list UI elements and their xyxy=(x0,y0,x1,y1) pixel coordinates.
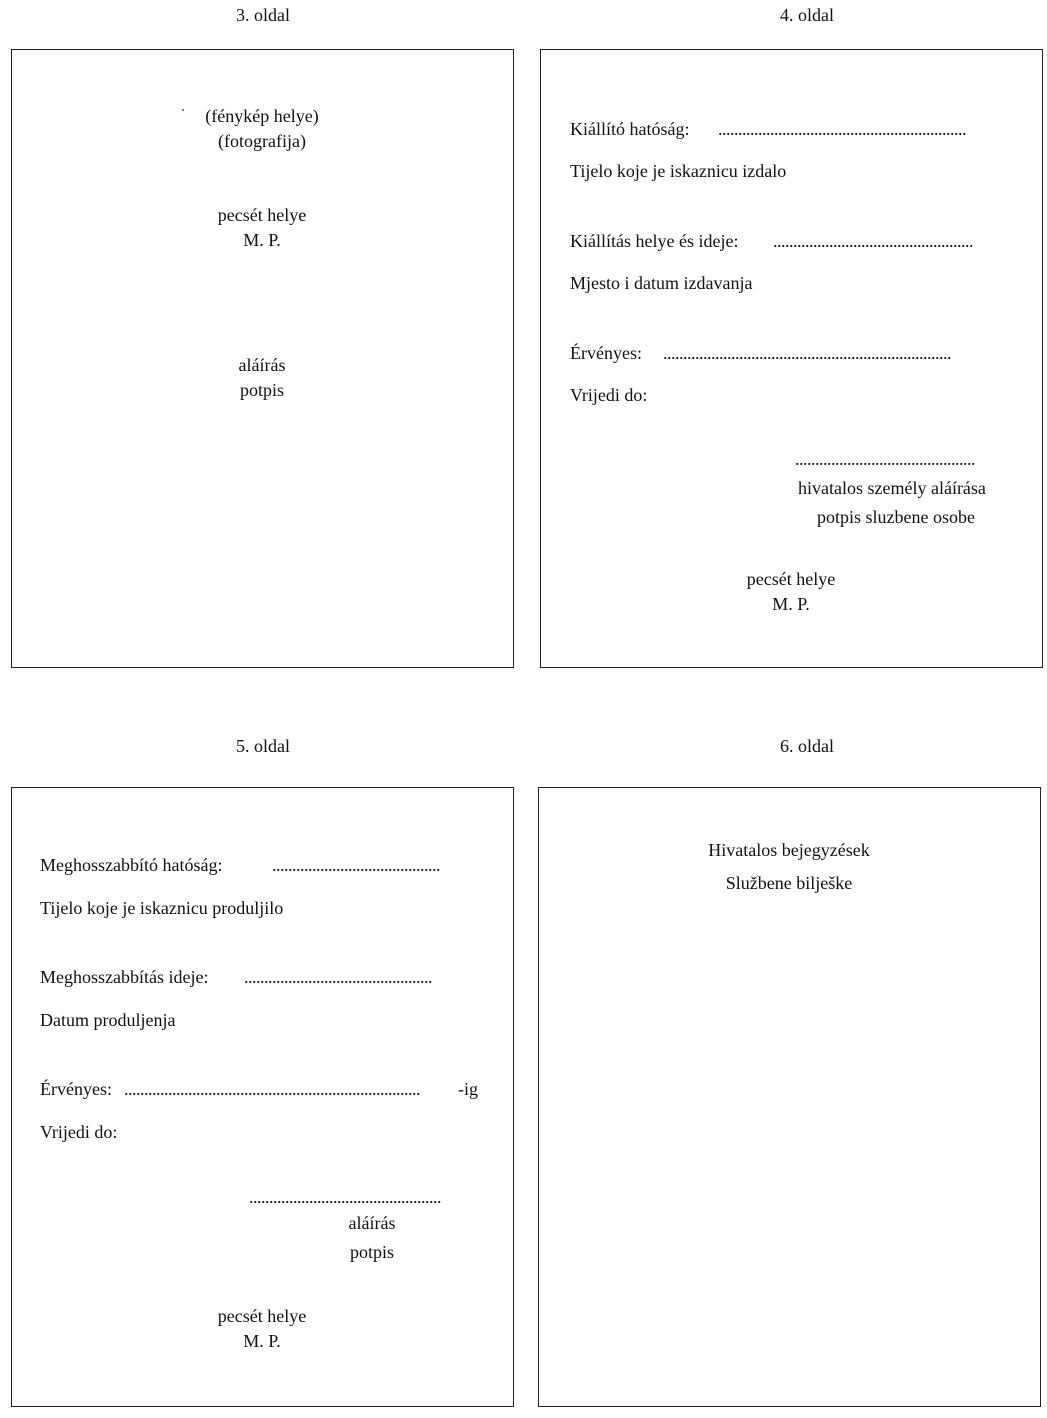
signature-label-hr: potpis xyxy=(349,1242,394,1262)
valid-label-hr: Vrijedi do: xyxy=(570,385,648,405)
valid-suffix: -ig xyxy=(458,1079,478,1099)
page-number-3: 3. oldal xyxy=(236,5,290,25)
page-number-6: 6. oldal xyxy=(780,736,834,756)
page-6-panel xyxy=(538,787,1041,1407)
signature-label-hu: aláírás xyxy=(238,355,286,375)
stamp-label-abbr: M. P. xyxy=(243,1331,281,1351)
extension-date-label-hu: Meghosszabbítás ideje: xyxy=(40,967,209,987)
stamp-label-hu: pecsét helye xyxy=(217,1306,307,1326)
authority-dots: .............................................................. xyxy=(718,119,966,139)
valid-label-hu: Érvényes: xyxy=(40,1079,112,1099)
extending-authority-dots: .......................................... xyxy=(272,855,440,875)
signature-label-hu: aláírás xyxy=(348,1213,396,1233)
official-signature-dots: ............................................. xyxy=(795,449,975,469)
signature-dots: ................................................ xyxy=(249,1187,441,1207)
place-date-dots: .................................................. xyxy=(773,231,973,251)
stamp-label-hu: pecsét helye xyxy=(746,569,836,589)
official-notes-label-hr: Službene bilješke xyxy=(725,873,853,893)
official-notes-label-hu: Hivatalos bejegyzések xyxy=(708,840,870,860)
photo-label-hu: (fénykép helye) xyxy=(205,106,319,126)
stamp-label-hu: pecsét helye xyxy=(217,205,307,225)
place-date-label-hu: Kiállítás helye és ideje: xyxy=(570,231,739,251)
official-signature-label-hu: hivatalos személy aláírása xyxy=(798,478,986,498)
page-3-panel xyxy=(11,49,514,668)
page-5-panel xyxy=(11,787,514,1407)
extending-authority-label-hr: Tijelo koje je iskaznicu produljilo xyxy=(40,898,284,918)
valid-dots: ........................................................................ xyxy=(663,343,951,363)
extending-authority-label-hu: Meghosszabbító hatóság: xyxy=(40,855,223,875)
official-signature-label-hr: potpis sluzbene osobe xyxy=(817,507,975,527)
authority-label-hu: Kiállító hatóság: xyxy=(570,119,690,139)
page-4-panel xyxy=(540,49,1043,668)
page-number-5: 5. oldal xyxy=(236,736,290,756)
photo-label-hr: (fotografija) xyxy=(218,131,306,151)
extension-date-label-hr: Datum produljenja xyxy=(40,1010,176,1030)
valid-label-hr: Vrijedi do: xyxy=(40,1122,118,1142)
page-number-4: 4. oldal xyxy=(780,5,834,25)
place-date-label-hr: Mjesto i datum izdavanja xyxy=(570,273,753,293)
stamp-label-abbr: M. P. xyxy=(243,230,281,250)
extension-date-dots: ............................................... xyxy=(244,967,432,987)
stamp-label-abbr: M. P. xyxy=(772,594,810,614)
valid-dots: .......................................................................... xyxy=(124,1079,420,1099)
authority-label-hr: Tijelo koje je iskaznicu izdalo xyxy=(570,161,787,181)
signature-label-hr: potpis xyxy=(239,380,284,400)
valid-label-hu: Érvényes: xyxy=(570,343,642,363)
